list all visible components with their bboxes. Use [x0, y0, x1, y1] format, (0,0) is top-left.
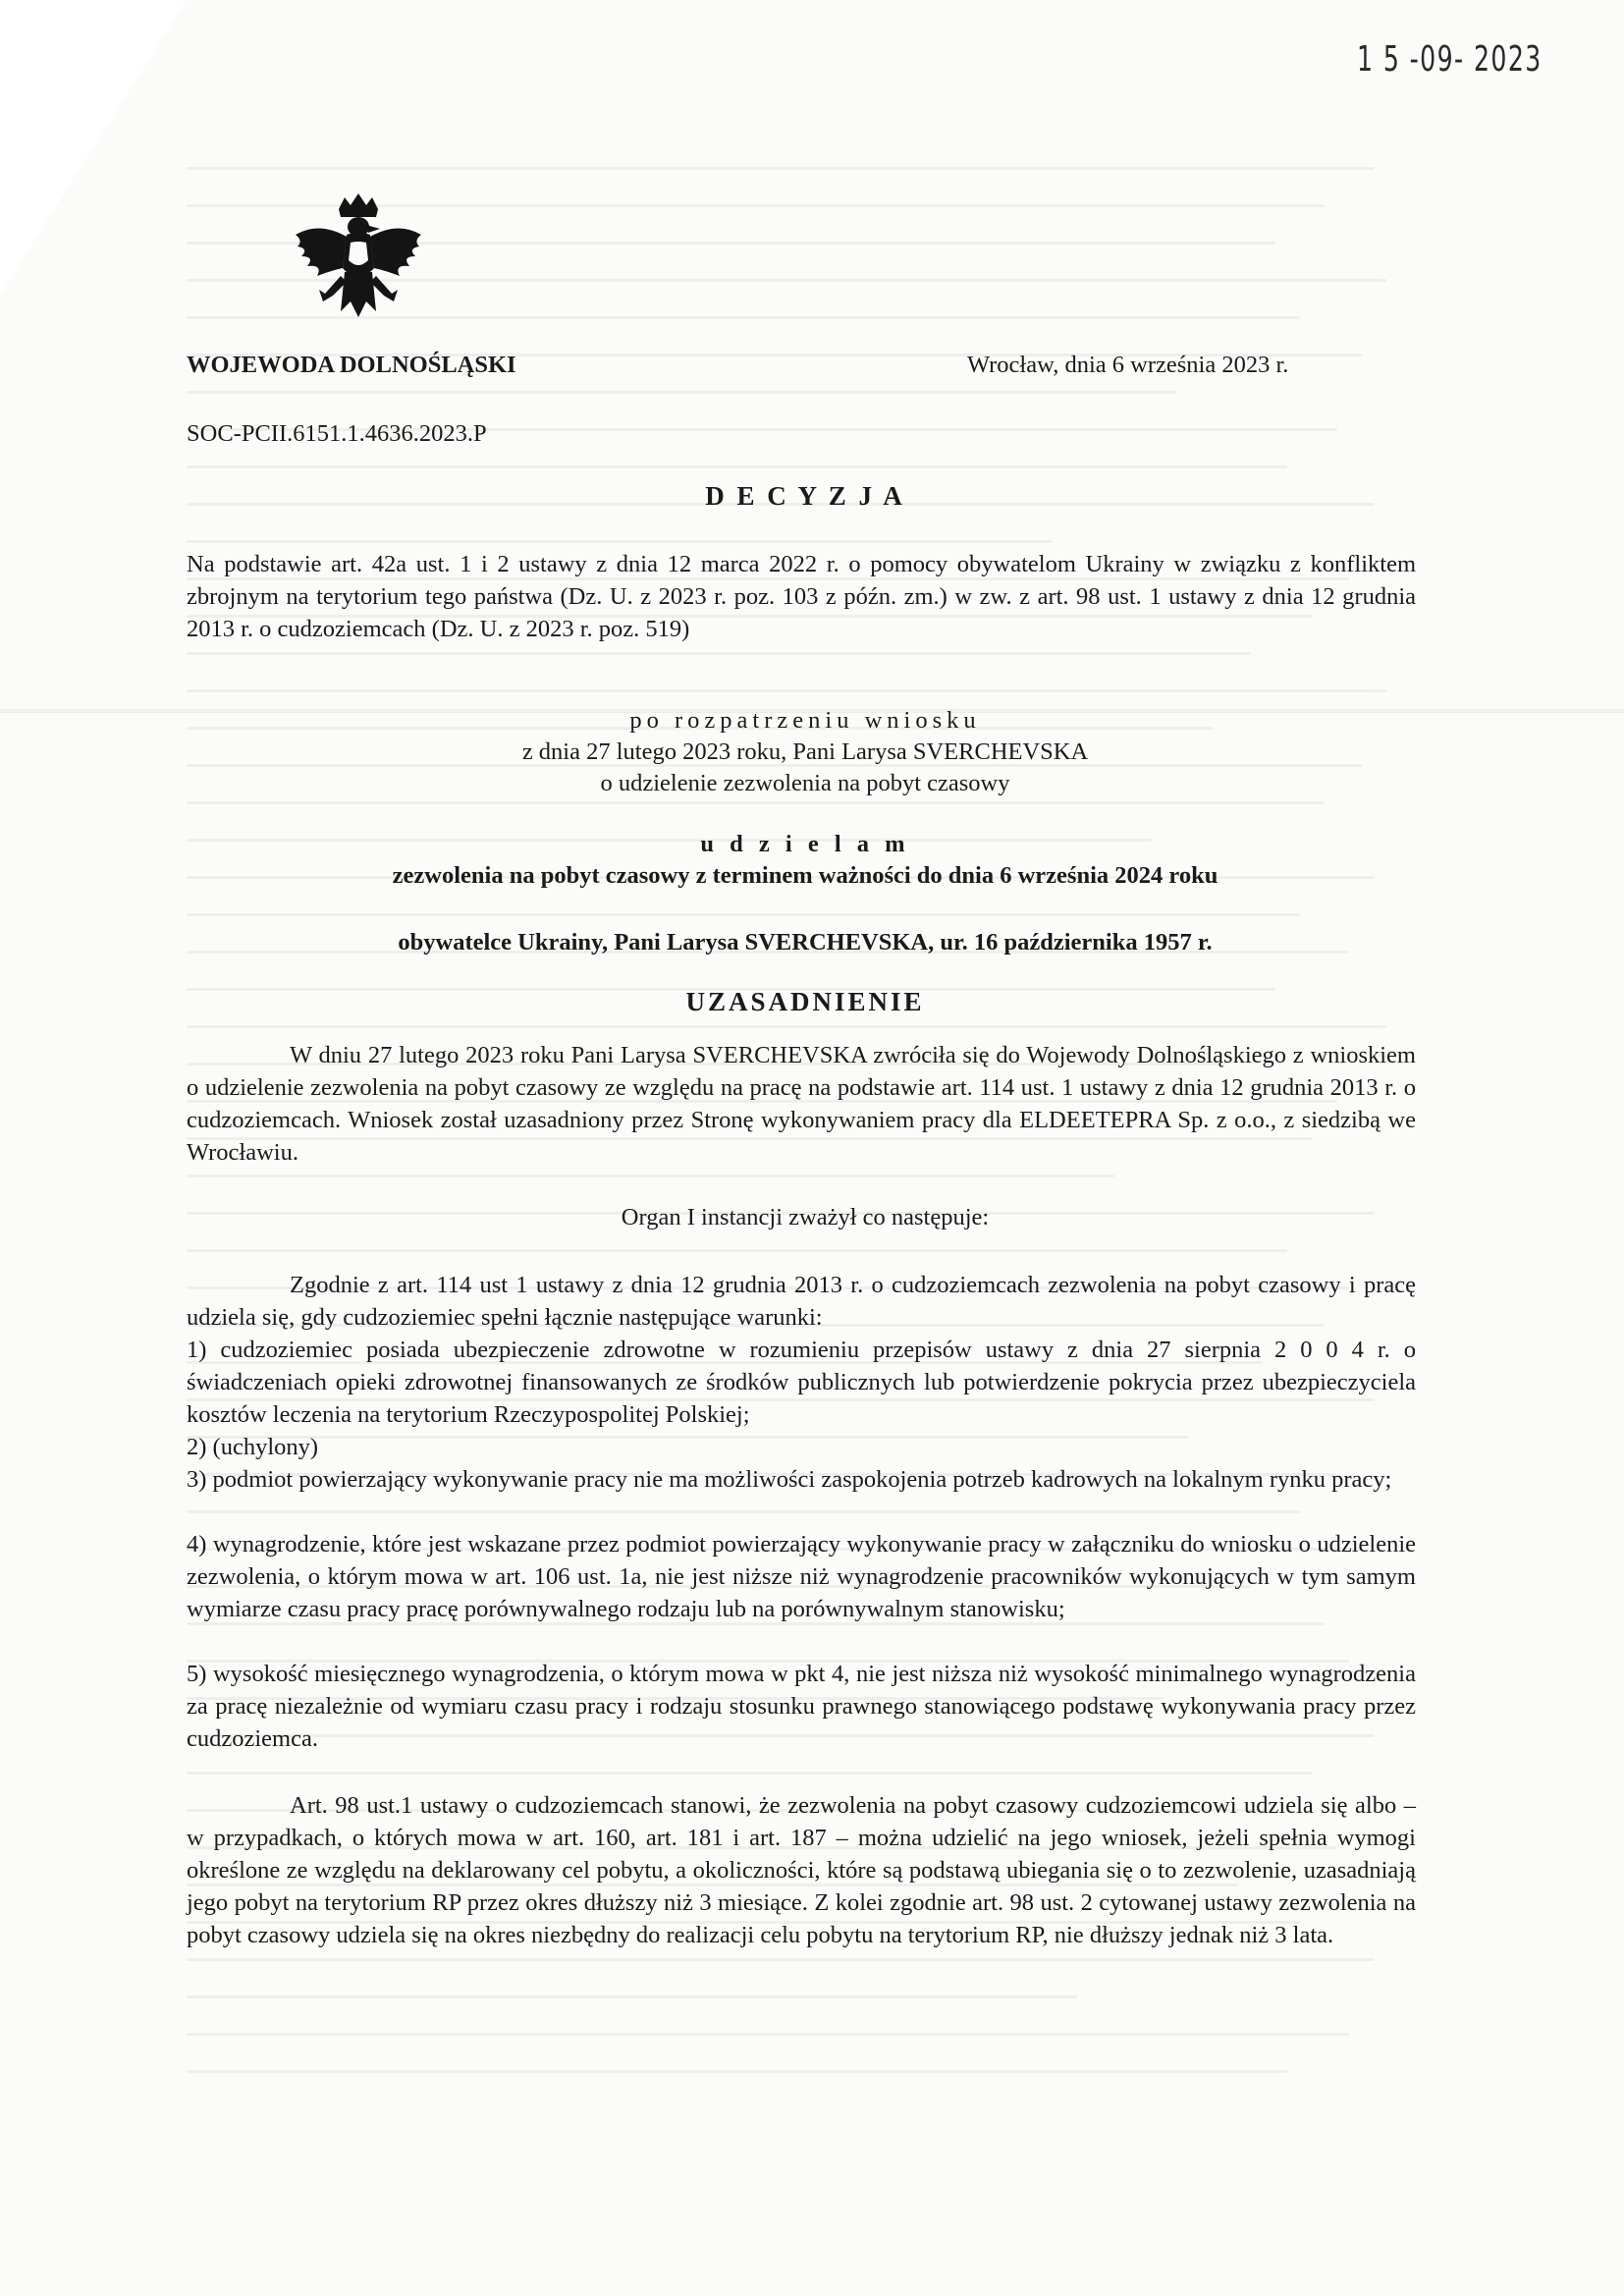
justification-paragraph-2: Zgodnie z art. 114 ust 1 ustawy z dnia 12 grudnia 2013 r. o cudzoziemcach zezwolenia na pobyt czasowy i pracę udziela się, gdy cudzoziemiec spełni łącznie następujące warunki: — [187, 1272, 1416, 1331]
justification-title: UZASADNIENIE — [685, 987, 925, 1016]
application-date-line: z dnia 27 lutego 2023 roku, Pani Larysa SVERCHEVSKA — [521, 738, 1089, 765]
organ-findings-line: Organ I instancji zważył co następuje: — [621, 1204, 990, 1230]
condition-item-5: 5) wysokość miesięcznego wynagrodzenia, o którym mowa w pkt 4, nie jest niższa niż wysokość minimalnego wynagrodzenia za pracę niezależnie od wymiaru czasu pracy i rodzaju stosunku prawnego stanowiącego podstawę wykonywania pracy przez cudzoziemca. — [187, 1661, 1416, 1752]
folded-corner — [0, 0, 187, 295]
condition-item-2: 2) (uchylony) — [187, 1434, 319, 1460]
grant-detail: zezwolenia na pobyt czasowy z terminem ważności do dnia 6 września 2024 roku — [392, 862, 1218, 889]
reference-number: SOC-PCII.6151.1.4636.2023.P — [187, 420, 487, 447]
condition-item-3: 3) podmiot powierzający wykonywanie pracy nie ma możliwości zaspokojenia potrzeb kadrowych na lokalnym rynku pracy; — [187, 1466, 1392, 1493]
condition-item-4: 4) wynagrodzenie, które jest wskazane przez podmiot powierzający wykonywanie pracy w załączniku do wniosku o udzielenie zezwolenia, o którym mowa w art. 106 ust. 1a, nie jest niższe niż wynagrodzenie pracowników wykonujących w tym samym wymiarze czasu pracy pracę porównywalnego rodzaju lub na porównywalnym stanowisku; — [187, 1531, 1416, 1622]
polish-eagle-emblem — [290, 191, 427, 339]
place-and-date: Wrocław, dnia 6 września 2023 r. — [967, 352, 1289, 378]
received-date-stamp: 1 5 -09- 2023 — [1357, 39, 1543, 80]
legal-basis: Na podstawie art. 42a ust. 1 i 2 ustawy z dnia 12 marca 2022 r. o pomocy obywatelom Ukrainy w związku z konfliktem zbrojnym na terytorium tego państwa (Dz. U. z 2023 r. poz. 103 z późn. zm.) w zw. z art. 98 ust. 1 ustawy z dnia 12 grudnia 2013 r. o cudzoziemcach (Dz. U. z 2023 r. poz. 519) — [187, 551, 1416, 642]
justification-paragraph-1: W dniu 27 lutego 2023 roku Pani Larysa SVERCHEVSKA zwróciła się do Wojewody Dolnośląskiego z wnioskiem o udzielenie zezwolenia na pobyt czasowy ze względu na pracę na podstawie art. 114 ust. 1 ustawy z dnia 12 grudnia 2013 r. o cudzoziemcach. Wniosek został uzasadniony przez Stronę wykonywaniem pracy dla ELDEETEPRA Sp. z o.o., z siedzibą we Wrocławiu. — [187, 1042, 1416, 1166]
recipient-line: obywatelce Ukrainy, Pani Larysa SVERCHEVSKA, ur. 16 października 1957 r. — [398, 929, 1213, 956]
condition-item-1: 1) cudzoziemiec posiada ubezpieczenie zdrowotne w rozumieniu przepisów ustawy z dnia 27 sierpnia 2 0 0 4 r. o świadczeniach opieki zdrowotnej finansowanych ze środków publicznych lub potwierdzenie pokrycia przez ubezpieczyciela kosztów leczenia na terytorium Rzeczypospolitej Polskiej; — [187, 1337, 1416, 1428]
justification-paragraph-3: Art. 98 ust.1 ustawy o cudzoziemcach stanowi, że zezwolenia na pobyt czasowy cudzoziemcowi udziela się albo – w przypadkach, o których mowa w art. 160, art. 181 i art. 187 – można udzielić na jego wniosek, jeżeli spełnia wymogi określone ze względu na deklarowany cel pobytu, a okoliczności, które są podstawą ubiegania się o to zezwolenie, uzasadniają jego pobyt na terytorium RP przez okres dłuższy niż 3 miesiące. Z kolei zgodnie art. 98 ust. 2 cytowanej ustawy zezwolenia na pobyt czasowy udziela się na okres niezbędny do realizacji celu pobytu na terytorium RP, nie dłuższy jednak niż 3 lata. — [187, 1792, 1416, 1948]
application-subject-line: o udzielenie zezwolenia na pobyt czasowy — [600, 770, 1010, 796]
decision-title: D E C Y Z J A — [705, 481, 905, 511]
authority-name: WOJEWODA DOLNOŚLĄSKI — [187, 352, 516, 378]
grant-heading: u d z i e l a m — [700, 831, 910, 857]
consideration-line: po rozpatrzeniu wniosku — [629, 707, 981, 734]
